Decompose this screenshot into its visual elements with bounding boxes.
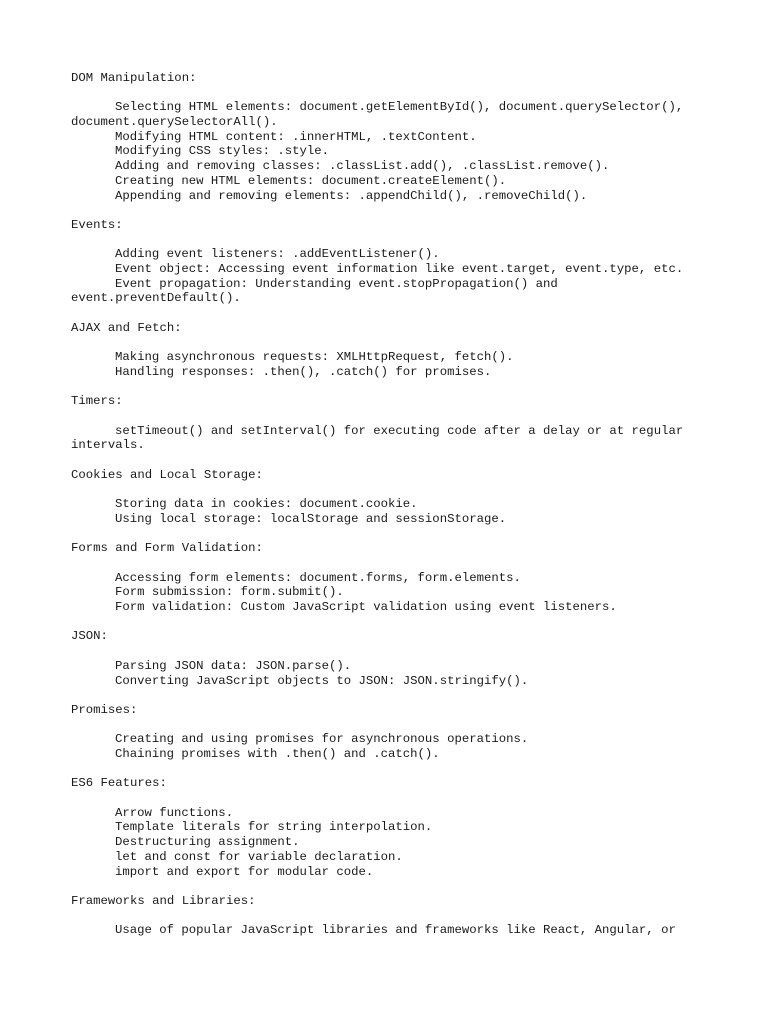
section-item: Form validation: Custom JavaScript validation using event listeners. bbox=[115, 600, 617, 615]
section-heading: Promises: bbox=[71, 702, 138, 717]
section-item: Event propagation: Understanding event.stopPropagation() and event.preventDefault(). bbox=[71, 276, 566, 306]
document-section bbox=[71, 776, 711, 879]
section-item-list bbox=[71, 100, 711, 203]
section-item: Parsing JSON data: JSON.parse(). bbox=[115, 658, 352, 673]
section-heading: ES6 Features: bbox=[71, 776, 167, 791]
document-section bbox=[71, 894, 711, 938]
section-item-list bbox=[71, 732, 711, 761]
section-item: Arrow functions. bbox=[115, 805, 234, 820]
document-section bbox=[71, 703, 711, 762]
section-item: setTimeout() and setInterval() for executing code after a delay or at regular intervals. bbox=[71, 423, 691, 453]
section-item: Appending and removing elements: .appendChild(), .removeChild(). bbox=[115, 188, 588, 203]
section-heading: Cookies and Local Storage: bbox=[71, 467, 263, 482]
section-item: Accessing form elements: document.forms, form.elements. bbox=[115, 570, 521, 585]
section-item: Destructuring assignment. bbox=[115, 835, 300, 850]
section-heading: AJAX and Fetch: bbox=[71, 320, 182, 335]
section-heading: DOM Manipulation: bbox=[71, 71, 197, 85]
section-item: Selecting HTML elements: document.getElementById(), document.querySelector(), document.querySelectorAll(). bbox=[71, 100, 691, 130]
section-item: Making asynchronous requests: XMLHttpRequest, fetch(). bbox=[115, 350, 514, 365]
section-item: let and const for variable declaration. bbox=[115, 849, 403, 864]
section-item: Using local storage: localStorage and sessionStorage. bbox=[115, 511, 507, 526]
section-heading: Events: bbox=[71, 217, 123, 232]
section-item: Chaining promises with .then() and .catch(). bbox=[115, 746, 440, 761]
section-heading: Timers: bbox=[71, 394, 123, 409]
section-item-list bbox=[71, 497, 711, 526]
section-item: Adding and removing classes: .classList.add(), .classList.remove(). bbox=[115, 159, 610, 174]
section-item: Storing data in cookies: document.cookie. bbox=[115, 497, 418, 512]
document-section bbox=[71, 541, 711, 614]
section-item: Creating new HTML elements: document.createElement(). bbox=[115, 173, 507, 188]
section-heading: JSON: bbox=[71, 629, 108, 644]
section-item: Template literals for string interpolation. bbox=[115, 820, 433, 835]
section-item: Modifying CSS styles: .style. bbox=[115, 144, 330, 159]
section-heading: Frameworks and Libraries: bbox=[71, 893, 256, 908]
section-item-list bbox=[71, 806, 711, 880]
section-item-list bbox=[71, 923, 711, 938]
section-item: Modifying HTML content: .innerHTML, .textContent. bbox=[115, 129, 477, 144]
document-section bbox=[71, 468, 711, 527]
document-section bbox=[71, 629, 711, 688]
section-item: Creating and using promises for asynchronous operations. bbox=[115, 732, 529, 747]
section-item: Converting JavaScript objects to JSON: JSON.stringify(). bbox=[115, 673, 529, 688]
section-item-list bbox=[71, 350, 711, 379]
document-section bbox=[71, 218, 711, 306]
section-item-list bbox=[71, 424, 711, 453]
section-item-list bbox=[71, 247, 711, 306]
section-item: Adding event listeners: .addEventListener(). bbox=[115, 247, 440, 262]
document-section bbox=[71, 394, 711, 453]
section-item-list bbox=[71, 659, 711, 688]
section-item: import and export for modular code. bbox=[115, 864, 374, 879]
document-section bbox=[71, 71, 711, 203]
section-heading: Forms and Form Validation: bbox=[71, 541, 263, 556]
section-item: Event object: Accessing event information like event.target, event.type, etc. bbox=[115, 262, 684, 277]
section-item: Form submission: form.submit(). bbox=[115, 585, 344, 600]
document-body bbox=[71, 71, 711, 953]
document-section bbox=[71, 321, 711, 380]
section-item: Usage of popular JavaScript libraries and frameworks like React, Angular, or bbox=[115, 923, 676, 938]
section-item-list bbox=[71, 571, 711, 615]
section-item: Handling responses: .then(), .catch() for promises. bbox=[115, 364, 492, 379]
